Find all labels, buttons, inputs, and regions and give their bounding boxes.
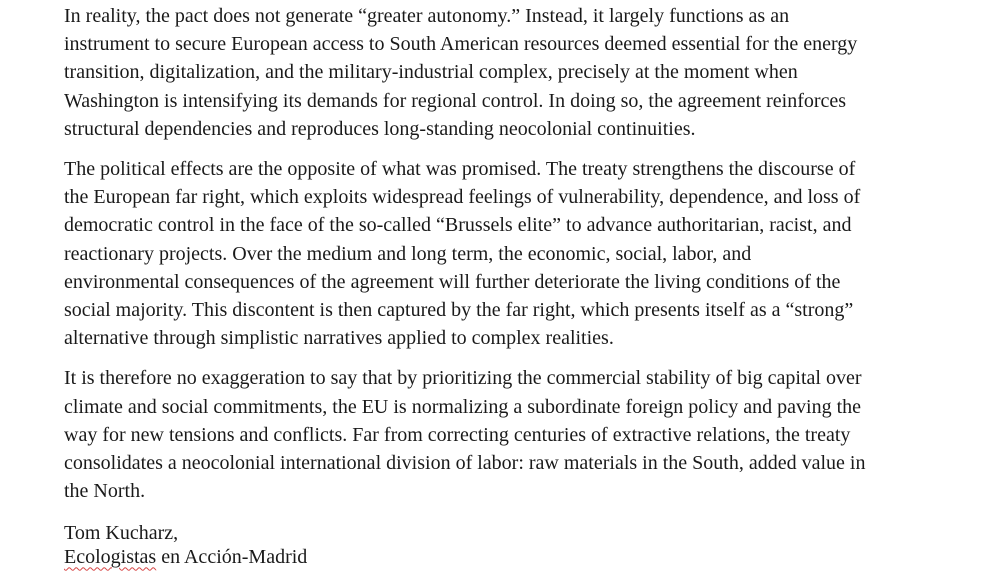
text-line: democratic control in the face of the so-called “Brussels elite” to advance authoritarian, racist, and <box>64 214 852 237</box>
author-organization <box>64 545 934 569</box>
text-line: climate and social commitments, the EU is normalizing a subordinate foreign policy and paving the <box>64 395 862 418</box>
text-line: The political effects are the opposite of what was promised. The treaty strengthens the discourse of <box>64 158 856 181</box>
text-line: environmental consequences of the agreement will further deteriorate the living conditions of the <box>64 270 841 293</box>
text-line: social majority. This discontent is then captured by the far right, which presents itself as a “strong” <box>64 299 854 322</box>
document-body <box>64 0 934 569</box>
spellcheck-flagged-word[interactable]: Ecologistas <box>64 546 157 569</box>
text-line: consolidates a neocolonial international division of labor: raw materials in the South, added value in <box>64 452 866 475</box>
text-line: alternative through simplistic narratives applied to complex realities. <box>64 327 614 350</box>
text-line: structural dependencies and reproduces long-standing neocolonial continuities. <box>64 117 696 140</box>
text-line: way for new tensions and conflicts. Far from correcting centuries of extractive relations, the treaty <box>64 423 851 446</box>
organization-rest: en Acción-Madrid <box>156 546 308 569</box>
text-line: reactionary projects. Over the medium and long term, the economic, social, labor, and <box>64 242 752 265</box>
paragraph-1 <box>64 2 934 143</box>
text-line: It is therefore no exaggeration to say that by prioritizing the commercial stability of big capital over <box>64 367 862 390</box>
paragraph-2 <box>64 155 934 352</box>
text-line: In reality, the pact does not generate “greater autonomy.” Instead, it largely functions as an <box>64 5 790 27</box>
text-line: the North. <box>64 480 146 503</box>
paragraph-3 <box>64 364 934 505</box>
text-line: the European far right, which exploits widespread feelings of vulnerability, dependence, and loss of <box>64 186 861 209</box>
author-name: Tom Kucharz, <box>64 522 179 545</box>
signature-block <box>64 521 934 569</box>
text-line: Washington is intensifying its demands for regional control. In doing so, the agreement reinforces <box>64 89 847 112</box>
text-line: instrument to secure European access to South American resources deemed essential for the energy <box>64 33 858 56</box>
text-line: transition, digitalization, and the military-industrial complex, precisely at the moment when <box>64 61 798 84</box>
